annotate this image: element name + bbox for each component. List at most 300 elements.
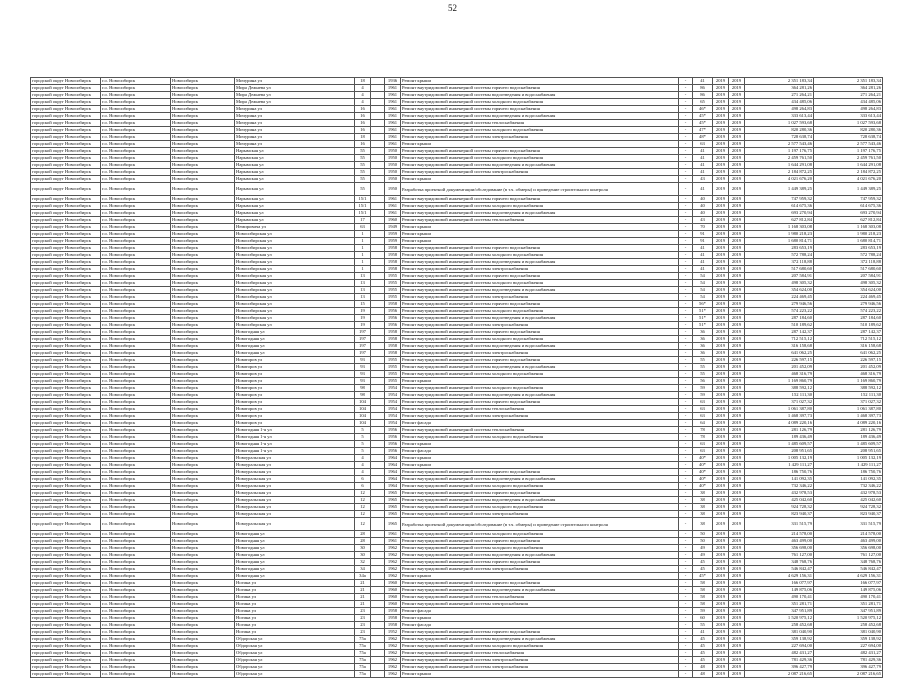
cell-wear: 38 (693, 518, 713, 531)
cell-district: городской округ Новосибирск (31, 615, 101, 622)
cell-street: Новогодняя 1-я ул (235, 441, 355, 448)
cell-dash: - (679, 273, 693, 280)
cell-year-end: 2019 (729, 643, 745, 650)
cell-year-start: 2019 (713, 106, 729, 113)
cell-wear: 40 (693, 203, 713, 210)
cell-district: городской округ Новосибирск (31, 294, 101, 301)
cell-building (371, 231, 385, 238)
cell-wear: 45 (693, 643, 713, 650)
cell-street: Новаторов ул (235, 420, 355, 427)
cell-year-built: 1950 (385, 148, 401, 155)
cell-year-start: 2019 (713, 650, 729, 657)
cell-year-end: 2019 (729, 106, 745, 113)
table-row (31, 566, 883, 573)
cell-street: Новогодняя ул (235, 343, 355, 350)
cell-settlement: Новосибирск (171, 245, 235, 252)
cell-work-type: Ремонт внутридомовой инженерной системы горячего водоснабжения (401, 559, 679, 566)
cell-year-end: 2019 (729, 587, 745, 594)
cell-district: городской округ Новосибирск (31, 238, 101, 245)
cell-settlement: Новосибирск (171, 343, 235, 350)
cell-cost-total: 693 270,94 (814, 210, 883, 217)
cell-cost: 546 842,47 (745, 566, 814, 573)
cell-house: 75а (355, 650, 371, 657)
cell-year-end: 2019 (729, 245, 745, 252)
cell-street: Новогодняя ул (235, 573, 355, 580)
cell-wear: 59 (693, 385, 713, 392)
table-row (31, 552, 883, 559)
table-row (31, 315, 883, 322)
table-row (31, 196, 883, 203)
cell-settlement: Новосибирск (171, 420, 235, 427)
cell-municipality: г.о. Новосибирск (101, 259, 171, 266)
cell-municipality: г.о. Новосибирск (101, 343, 171, 350)
cell-year-start: 2019 (713, 99, 729, 106)
cell-year-start: 2019 (713, 594, 729, 601)
table-row (31, 518, 883, 531)
cell-year-start: 2019 (713, 441, 729, 448)
cell-work-type: Ремонт внутридомовой инженерной системы водоотведения и водоснабжения (401, 210, 679, 217)
cell-cost: 201 452,09 (745, 364, 814, 371)
cell-year-built: 1958 (385, 336, 401, 343)
cell-street: Мичурина ул (235, 134, 355, 141)
cell-wear: 78 (693, 427, 713, 434)
cell-settlement: Новосибирск (171, 573, 235, 580)
cell-settlement: Новосибирск (171, 413, 235, 420)
cell-municipality: г.о. Новосибирск (101, 497, 171, 504)
cell-dash: - (679, 196, 693, 203)
cell-house: 6 (355, 476, 371, 483)
cell-year-start: 2019 (713, 504, 729, 511)
cell-municipality: г.о. Новосибирск (101, 148, 171, 155)
cell-year-built: 1965 (385, 504, 401, 511)
table-row (31, 587, 883, 594)
cell-year-built: 1955 (385, 378, 401, 385)
cell-work-type: Ремонт внутридомовой инженерной системы холодного водоснабжения (401, 203, 679, 210)
cell-house: 21 (355, 580, 371, 587)
cell-cost-total: 490 170,41 (814, 594, 883, 601)
cell-house: 5 (355, 434, 371, 441)
cell-dash: - (679, 671, 693, 678)
cell-year-end: 2019 (729, 252, 745, 259)
cell-year-end: 2019 (729, 531, 745, 538)
cell-district: городской округ Новосибирск (31, 259, 101, 266)
cell-settlement: Новосибирск (171, 329, 235, 336)
cell-dash: - (679, 266, 693, 273)
cell-house: 12 (355, 497, 371, 504)
cell-house: 15/1 (355, 210, 371, 217)
cell-wear: 46* (693, 106, 713, 113)
cell-district: городской округ Новосибирск (31, 343, 101, 350)
cell-year-start: 2019 (713, 399, 729, 406)
cell-year-start: 2019 (713, 329, 729, 336)
cell-dash: - (679, 203, 693, 210)
cell-year-start: 2019 (713, 266, 729, 273)
cell-wear: 45 (693, 657, 713, 664)
cell-street: Новосибирская ул (235, 273, 355, 280)
cell-wear: 41 (693, 155, 713, 162)
cell-wear: 36 (693, 329, 713, 336)
cell-year-start: 2019 (713, 169, 729, 176)
cell-cost-total: 396 427,79 (814, 664, 883, 671)
cell-house: 55 (355, 176, 371, 183)
cell-wear: 41 (693, 183, 713, 196)
cell-building (371, 183, 385, 196)
capital-repair-register (30, 77, 882, 678)
cell-year-end: 2019 (729, 322, 745, 329)
cell-cost: 1 680 814,71 (745, 238, 814, 245)
cell-year-end: 2019 (729, 148, 745, 155)
cell-municipality: г.о. Новосибирск (101, 217, 171, 224)
cell-cost-total: 1 468 397,73 (814, 413, 883, 420)
cell-settlement: Новосибирск (171, 483, 235, 490)
cell-district: городской округ Новосибирск (31, 643, 101, 650)
cell-year-end: 2019 (729, 490, 745, 497)
cell-dash: - (679, 657, 693, 664)
table-row (31, 538, 883, 545)
cell-dash: - (679, 643, 693, 650)
cell-cost: 1 197 176,75 (745, 148, 814, 155)
cell-work-type: Ремонт внутридомовой инженерной системы холодного водоснабжения (401, 308, 679, 315)
cell-work-type: Ремонт крыши (401, 78, 679, 85)
cell-work-type: Ремонт внутридомовой инженерной системы горячего водоснабжения (401, 357, 679, 364)
cell-year-start: 2019 (713, 671, 729, 678)
cell-year-end: 2019 (729, 580, 745, 587)
cell-dash: - (679, 434, 693, 441)
cell-year-start: 2019 (713, 371, 729, 378)
cell-work-type: Ремонт внутридомовой инженерной системы теплоснабжения (401, 406, 679, 413)
cell-year-end: 2019 (729, 413, 745, 420)
cell-district: городской округ Новосибирск (31, 531, 101, 538)
cell-district: городской округ Новосибирск (31, 162, 101, 169)
cell-year-end: 2019 (729, 420, 745, 427)
cell-cost-total: 1 520 975,12 (814, 615, 883, 622)
cell-settlement: Новосибирск (171, 196, 235, 203)
cell-cost: 434 485,06 (745, 99, 814, 106)
cell-work-type: Разработка проектной документации/обследование (в т.ч. обмеры) и проведение строительного контроля (401, 518, 679, 531)
cell-settlement: Новосибирск (171, 134, 235, 141)
cell-wear: 49 (693, 545, 713, 552)
cell-year-start: 2019 (713, 252, 729, 259)
cell-cost-total: 152 111,30 (814, 392, 883, 399)
cell-year-start: 2019 (713, 92, 729, 99)
cell-cost: 347 951,89 (745, 608, 814, 615)
cell-work-type: Ремонт внутридомовой инженерной системы теплоснабжения (401, 120, 679, 127)
cell-settlement: Новосибирск (171, 280, 235, 287)
cell-cost-total: 641 062,25 (814, 350, 883, 357)
cell-settlement: Новосибирск (171, 608, 235, 615)
cell-building (371, 566, 385, 573)
cell-dash: - (679, 483, 693, 490)
cell-work-type: Ремонт внутридомовой инженерной системы холодного водоснабжения (401, 385, 679, 392)
cell-municipality: г.о. Новосибирск (101, 622, 171, 629)
cell-dash: - (679, 280, 693, 287)
table-row (31, 127, 883, 134)
cell-year-start: 2019 (713, 643, 729, 650)
cell-house: 30 (355, 552, 371, 559)
table-row (31, 392, 883, 399)
cell-year-start: 2019 (713, 259, 729, 266)
cell-cost: 468 316,79 (745, 371, 814, 378)
cell-district: городской округ Новосибирск (31, 106, 101, 113)
cell-cost: 2 577 543,46 (745, 141, 814, 148)
cell-dash: - (679, 141, 693, 148)
cell-year-start: 2019 (713, 538, 729, 545)
cell-year-end: 2019 (729, 601, 745, 608)
table-row (31, 343, 883, 350)
cell-cost: 425 042,60 (745, 497, 814, 504)
cell-dash: - (679, 148, 693, 155)
cell-building (371, 280, 385, 287)
cell-settlement: Новосибирск (171, 141, 235, 148)
cell-district: городской округ Новосибирск (31, 385, 101, 392)
cell-street: Новосибирская ул (235, 301, 355, 308)
cell-cost: 712 515,12 (745, 336, 814, 343)
cell-wear: 91 (693, 238, 713, 245)
cell-cost-total: 287 184,60 (814, 315, 883, 322)
table-row (31, 169, 883, 176)
cell-house: 21 (355, 594, 371, 601)
cell-dash: - (679, 587, 693, 594)
cell-house: 197 (355, 350, 371, 357)
cell-municipality: г.о. Новосибирск (101, 106, 171, 113)
cell-street: Обдорская ул (235, 643, 355, 650)
table-row (31, 378, 883, 385)
cell-dash: - (679, 420, 693, 427)
cell-cost: 208 951,65 (745, 448, 814, 455)
cell-dash: - (679, 664, 693, 671)
cell-settlement: Новосибирск (171, 148, 235, 155)
cell-year-end: 2019 (729, 483, 745, 490)
cell-wear: 63 (693, 448, 713, 455)
cell-settlement: Новосибирск (171, 629, 235, 636)
cell-year-start: 2019 (713, 385, 729, 392)
cell-work-type: Ремонт внутридомовой инженерной системы электроснабжения (401, 169, 679, 176)
cell-work-type: Ремонт внутридомовой инженерной системы холодного водоснабжения (401, 483, 679, 490)
cell-house: 13 (355, 294, 371, 301)
cell-year-built: 1961 (385, 120, 401, 127)
cell-district: городской округ Новосибирск (31, 636, 101, 643)
cell-wear: 38 (693, 490, 713, 497)
cell-house: 1 (355, 245, 371, 252)
cell-work-type: Ремонт внутридомовой инженерной системы водоотведения и водоснабжения (401, 259, 679, 266)
cell-cost-total: 186 750,76 (814, 469, 883, 476)
cell-building (371, 531, 385, 538)
table-row (31, 224, 883, 231)
cell-dash: - (679, 601, 693, 608)
cell-street: Обдорская ул (235, 657, 355, 664)
cell-house: 75а (355, 664, 371, 671)
cell-wear: 63 (693, 141, 713, 148)
cell-house: 23 (355, 622, 371, 629)
cell-house: 16 (355, 113, 371, 120)
table-row (31, 155, 883, 162)
cell-street: Новаторов ул (235, 364, 355, 371)
cell-building (371, 148, 385, 155)
cell-dash: - (679, 99, 693, 106)
cell-municipality: г.о. Новосибирск (101, 169, 171, 176)
cell-year-start: 2019 (713, 343, 729, 350)
cell-settlement: Новосибирск (171, 566, 235, 573)
table-row (31, 559, 883, 566)
cell-work-type: Ремонт внутридомовой инженерной системы электроснабжения (401, 664, 679, 671)
cell-year-start: 2019 (713, 162, 729, 169)
cell-building (371, 504, 385, 511)
cell-street: Новогодняя 1-я ул (235, 448, 355, 455)
cell-district: городской округ Новосибирск (31, 196, 101, 203)
cell-settlement: Новосибирск (171, 657, 235, 664)
cell-street: Ногина ул (235, 622, 355, 629)
cell-wear: 58 (693, 601, 713, 608)
cell-cost-total: 498 264,83 (814, 106, 883, 113)
cell-house: 17 (355, 217, 371, 224)
cell-cost-total: 510 189,62 (814, 322, 883, 329)
cell-building (371, 420, 385, 427)
table-row (31, 134, 883, 141)
cell-cost-total: 359 138,92 (814, 636, 883, 643)
cell-year-end: 2019 (729, 622, 745, 629)
cell-house: 55 (355, 183, 371, 196)
cell-wear: 48* (693, 134, 713, 141)
cell-street: Новосибирская ул (235, 280, 355, 287)
cell-settlement: Новосибирск (171, 294, 235, 301)
cell-wear: 59 (693, 392, 713, 399)
cell-cost-total: 614 675,36 (814, 203, 883, 210)
cell-building (371, 378, 385, 385)
table-row (31, 336, 883, 343)
cell-settlement: Новосибирск (171, 183, 235, 196)
cell-year-end: 2019 (729, 203, 745, 210)
cell-year-built: 1950 (385, 183, 401, 196)
cell-year-end: 2019 (729, 141, 745, 148)
cell-wear: 40 (693, 196, 713, 203)
cell-street: Ногина ул (235, 580, 355, 587)
table-row (31, 266, 883, 273)
cell-street: Немировича ул (235, 224, 355, 231)
cell-cost: 207 584,91 (745, 273, 814, 280)
cell-year-start: 2019 (713, 203, 729, 210)
table-row (31, 141, 883, 148)
cell-work-type: Ремонт внутридомовой инженерной системы горячего водоснабжения (401, 399, 679, 406)
cell-year-built: 1960 (385, 217, 401, 224)
cell-cost: 432 978,53 (745, 490, 814, 497)
cell-year-end: 2019 (729, 406, 745, 413)
cell-district: городской округ Новосибирск (31, 371, 101, 378)
cell-settlement: Новосибирск (171, 78, 235, 85)
cell-work-type: Ремонт внутридомовой инженерной системы электроснабжения (401, 134, 679, 141)
cell-year-start: 2019 (713, 113, 729, 120)
cell-settlement: Новосибирск (171, 210, 235, 217)
cell-year-start: 2019 (713, 566, 729, 573)
cell-municipality: г.о. Новосибирск (101, 483, 171, 490)
cell-house: 16 (355, 120, 371, 127)
cell-building (371, 92, 385, 99)
cell-cost: 498 305,32 (745, 280, 814, 287)
cell-cost: 224 469,45 (745, 294, 814, 301)
cell-wear: 45 (693, 559, 713, 566)
cell-work-type: Ремонт внутридомовой инженерной системы холодного водоснабжения (401, 280, 679, 287)
cell-cost: 1 169 860,79 (745, 378, 814, 385)
cell-year-built: 1955 (385, 287, 401, 294)
cell-street: Нарымская ул (235, 183, 355, 196)
cell-cost-total: 287 142,37 (814, 329, 883, 336)
cell-settlement: Новосибирск (171, 169, 235, 176)
cell-house: 12 (355, 490, 371, 497)
cell-cost-total: 1 644 291,08 (814, 162, 883, 169)
cell-work-type: Ремонт крыши (401, 224, 679, 231)
cell-street: Обдорская ул (235, 671, 355, 678)
cell-year-built: 1958 (385, 245, 401, 252)
cell-wear: 40* (693, 469, 713, 476)
cell-municipality: г.о. Новосибирск (101, 531, 171, 538)
cell-street: Обдорская ул (235, 636, 355, 643)
table-row (31, 671, 883, 678)
cell-cost-total: 279 946,56 (814, 301, 883, 308)
cell-work-type: Ремонт внутридомовой инженерной системы теплоснабжения (401, 650, 679, 657)
cell-wear: 40* (693, 483, 713, 490)
cell-municipality: г.о. Новосибирск (101, 322, 171, 329)
cell-cost: 728 638,74 (745, 134, 814, 141)
cell-building (371, 85, 385, 92)
cell-cost: 482 431,27 (745, 650, 814, 657)
cell-municipality: г.о. Новосибирск (101, 643, 171, 650)
cell-work-type: Ремонт внутридомовой инженерной системы водоотведения и водоснабжения (401, 113, 679, 120)
cell-municipality: г.о. Новосибирск (101, 559, 171, 566)
cell-street: Новоуральская ул (235, 490, 355, 497)
cell-house: 21 (355, 587, 371, 594)
table-row (31, 580, 883, 587)
cell-cost: 227 694,00 (745, 643, 814, 650)
cell-dash: - (679, 183, 693, 196)
cell-building (371, 238, 385, 245)
cell-year-built: 1958 (385, 615, 401, 622)
cell-year-built: 1962 (385, 664, 401, 671)
cell-cost-total: 761 127,00 (814, 552, 883, 559)
cell-dash: - (679, 231, 693, 238)
cell-cost-total: 347 951,89 (814, 608, 883, 615)
cell-cost-total: 4 021 676,20 (814, 176, 883, 183)
cell-district: городской округ Новосибирск (31, 608, 101, 615)
cell-cost: 823 940,37 (745, 511, 814, 518)
cell-building (371, 671, 385, 678)
cell-wear: 47* (693, 127, 713, 134)
cell-settlement: Новосибирск (171, 392, 235, 399)
cell-building (371, 141, 385, 148)
cell-year-start: 2019 (713, 483, 729, 490)
cell-cost-total: 226 597,15 (814, 357, 883, 364)
cell-cost: 351 281,71 (745, 601, 814, 608)
cell-building (371, 266, 385, 273)
cell-district: городской округ Новосибирск (31, 266, 101, 273)
cell-cost: 287 184,60 (745, 315, 814, 322)
cell-year-built: 1955 (385, 371, 401, 378)
cell-wear: 43 (693, 176, 713, 183)
cell-settlement: Новосибирск (171, 518, 235, 531)
cell-year-end: 2019 (729, 434, 745, 441)
cell-municipality: г.о. Новосибирск (101, 85, 171, 92)
cell-municipality: г.о. Новосибирск (101, 650, 171, 657)
cell-year-end: 2019 (729, 113, 745, 120)
cell-cost: 348 768,76 (745, 559, 814, 566)
cell-municipality: г.о. Новосибирск (101, 441, 171, 448)
cell-work-type: Ремонт внутридомовой инженерной системы водоотведения и водоснабжения (401, 315, 679, 322)
cell-dash: - (679, 252, 693, 259)
table-row (31, 308, 883, 315)
cell-district: городской округ Новосибирск (31, 545, 101, 552)
cell-settlement: Новосибирск (171, 308, 235, 315)
cell-year-end: 2019 (729, 99, 745, 106)
cell-year-start: 2019 (713, 420, 729, 427)
cell-work-type: Ремонт фасада (401, 608, 679, 615)
